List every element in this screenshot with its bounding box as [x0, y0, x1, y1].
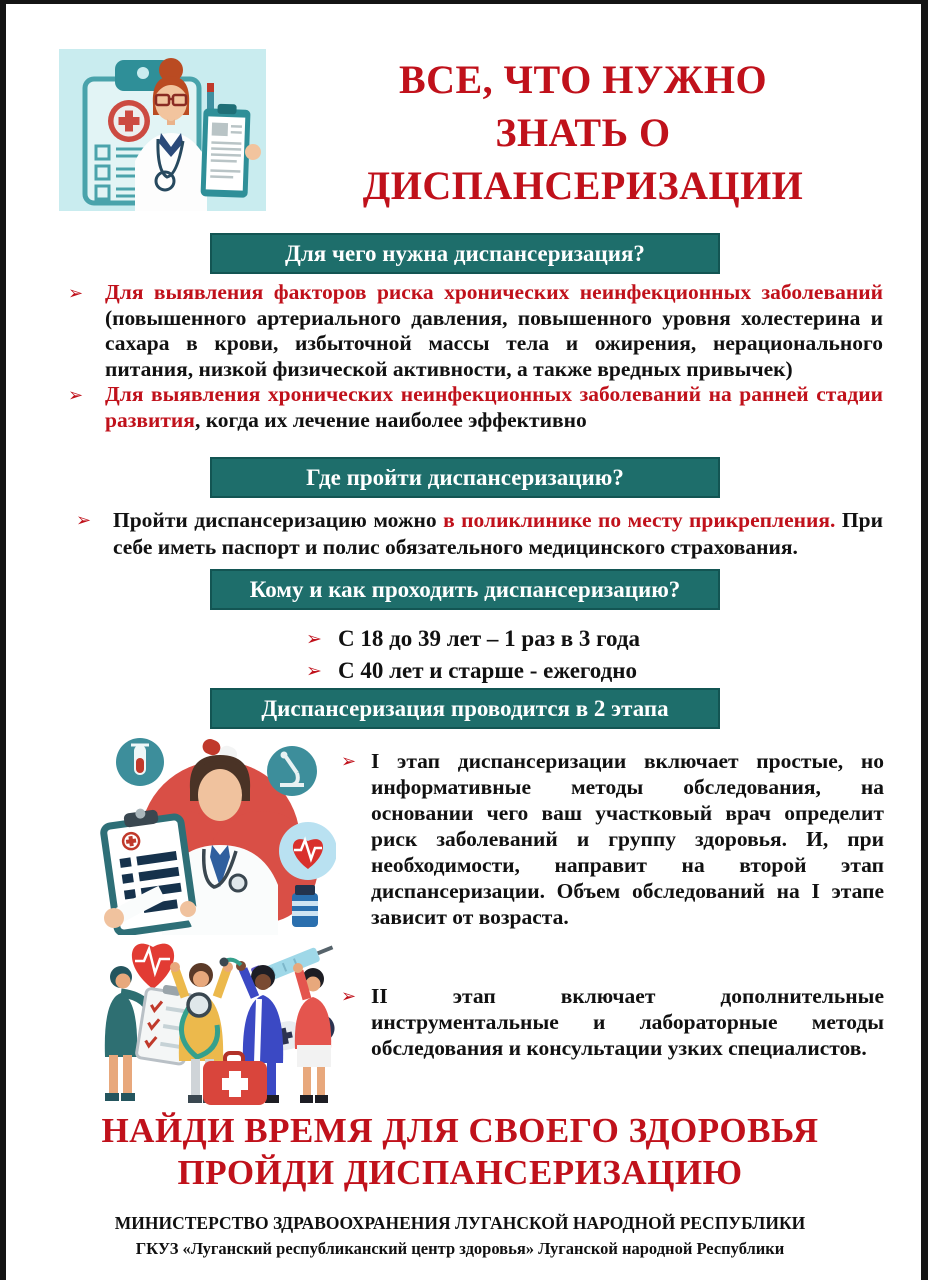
who-item-2-text: С 40 лет и старше - ежегодно [338, 658, 638, 683]
why-bullet-1-red: Для выявления факторов риска хронических неинфекционных заболеваний [105, 280, 883, 304]
stage2-illustration [91, 929, 341, 1107]
cta-line-1: НАЙДИ ВРЕМЯ ДЛЯ СВОЕГО ЗДОРОВЬЯ [101, 1111, 819, 1150]
stage1-bullet [341, 748, 884, 930]
banner-who-label: Кому и как проходить диспансеризацию? [249, 576, 681, 602]
why-bullet-2-red: Для выявления хронических неинфекционных заболеваний на ранней стадии развития [105, 382, 883, 432]
stage1-image [94, 735, 336, 935]
doctor-clipboard-image [59, 49, 266, 211]
why-bullet-1-black: (повышенного артериального давления, повышенного уровня холестерина и сахара в крови, избыточной массы тела и ожирения, нерационального питания, низкой физической активности, а также вредных привычек) [105, 305, 883, 381]
footer-org: ГКУЗ «Луганский республиканский центр здоровья» Луганской народной Республики [135, 1239, 785, 1258]
title-line-1: ВСЕ, ЧТО НУЖНО [398, 56, 768, 102]
where-bullet-text [113, 507, 883, 561]
why-bullet-2-text [105, 382, 883, 433]
where-bullet [76, 507, 883, 561]
why-bullet-2-black: , когда их лечение наиболее эффективно [194, 407, 587, 432]
why-bullet-1 [68, 280, 883, 382]
poster-title [268, 48, 898, 216]
banner-why [210, 233, 720, 274]
doctor-clipboard-illustration [59, 49, 266, 211]
stage1-text: I этап диспансеризации включает простые, но информативные методы обследования, на основании чего ваш участковый врач определит риск заболеваний и группу здоровья. И, при необходимости, направит на второй этап диспансеризации. Объем обследований на I этапе зависит от возраста. [371, 749, 884, 929]
arrow-bullet-icon: ➢ [68, 283, 84, 304]
banner-stages [210, 688, 720, 729]
where-section [76, 507, 883, 561]
who-item-1 [306, 623, 640, 655]
stage1-section [341, 748, 884, 930]
arrow-bullet-icon: ➢ [306, 628, 322, 650]
why-bullet-1-text [105, 280, 883, 382]
title-line-2: ЗНАТЬ О [495, 109, 671, 155]
banner-why-label: Для чего нужна диспансеризация? [285, 240, 645, 266]
footer-ministry: МИНИСТЕРСТВО ЗДРАВООХРАНЕНИЯ ЛУГАНСКОЙ НАРОДНОЙ РЕСПУБЛИКИ [114, 1213, 806, 1233]
arrow-bullet-icon: ➢ [68, 385, 84, 406]
who-item-1-text: С 18 до 39 лет – 1 раз в 3 года [338, 626, 640, 651]
stage1-illustration [94, 735, 336, 935]
stage2-bullet [341, 983, 884, 1061]
stage2-text: II этап включает дополнительные инструментальные и лабораторные методы обследования и консультации узких специалистов. [371, 984, 884, 1060]
banner-stages-label: Диспансеризация проводится в 2 этапа [261, 695, 669, 721]
why-bullet-2 [68, 382, 883, 433]
arrow-bullet-icon: ➢ [341, 751, 357, 772]
arrow-bullet-icon: ➢ [76, 510, 92, 531]
where-text-black-1: Пройти диспансеризацию можно [113, 508, 444, 532]
arrow-bullet-icon: ➢ [341, 986, 357, 1007]
who-section [306, 623, 640, 687]
where-text-black-2: При себе иметь паспорт и полис обязательного медицинского страхования. [113, 508, 883, 559]
where-text-red: в поликлинике по месту прикрепления. [443, 508, 836, 532]
stage2-section [341, 983, 884, 1061]
banner-where-label: Где пройти диспансеризацию? [306, 464, 624, 490]
banner-where [210, 457, 720, 498]
footer [6, 1210, 914, 1262]
who-item-2 [306, 655, 640, 687]
stage2-image [91, 929, 341, 1107]
arrow-bullet-icon: ➢ [306, 660, 322, 682]
why-section [68, 280, 883, 433]
banner-who [210, 569, 720, 610]
cta-line-2: ПРОЙДИ ДИСПАНСЕРИЗАЦИЮ [177, 1153, 743, 1192]
call-to-action [6, 1110, 914, 1194]
title-line-3: ДИСПАНСЕРИЗАЦИИ [362, 162, 804, 208]
